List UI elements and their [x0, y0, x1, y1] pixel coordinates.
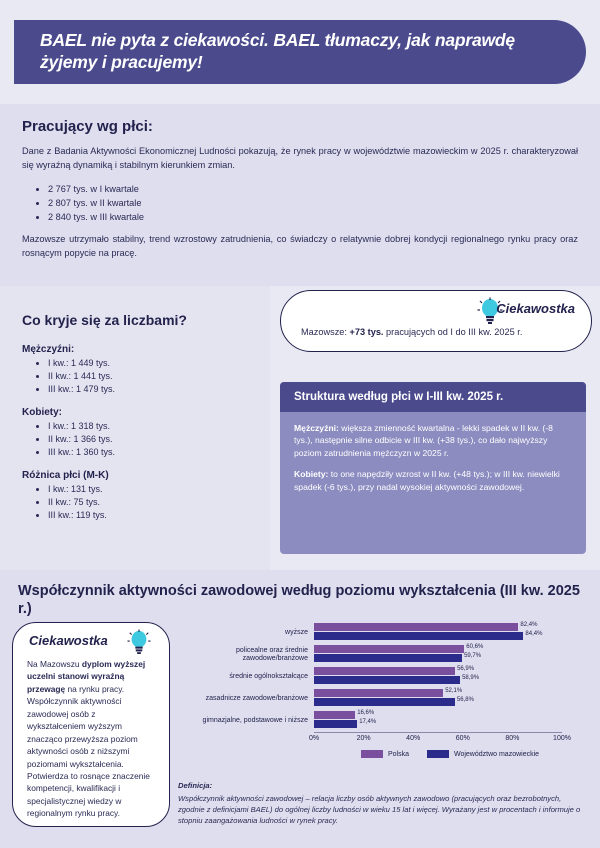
section-activity-rate [0, 570, 600, 848]
legend-label: Polska [387, 750, 409, 758]
bar-polska [314, 687, 463, 697]
bar-value: 84,4% [525, 631, 543, 637]
fun-fact-2-text-bold: dyplom wyższej uczelni stanowi wyraźną przewagę [27, 659, 146, 694]
bar-polska [314, 643, 484, 653]
chart-category-label: wyższe [285, 628, 308, 636]
fun-fact-1-text-bold: +73 tys. [349, 327, 384, 337]
bar-polska [314, 709, 375, 719]
section-numbers-wrapper [0, 286, 600, 570]
fun-fact-2-text-2: na rynku pracy. Współczynnik aktywności zawodowej osób z wykształceniem wyższym znacząco przewyższa poziom aktywności osób z niższymi poziomami wykształcenia. Potwierdza to rosnące znaczenie kompetencji, kwalifikacji i specjalistycznej wiedzy w regionalnym rynku pracy. [27, 683, 150, 819]
group-women-title: Kobiety: [22, 407, 62, 419]
definition-block [178, 780, 586, 826]
bar-value: 52,1% [445, 687, 463, 694]
axis-tick: 60% [455, 735, 470, 742]
group-men [22, 344, 252, 396]
bar-value: 56,9% [457, 665, 475, 672]
chart-bar-group [314, 689, 562, 709]
fun-fact-1-text-after: pracujących od I do III kw. 2025 r. [383, 327, 523, 337]
fun-fact-1-label: Ciekawostka [496, 301, 575, 316]
legend-item-mazowieckie [427, 750, 539, 758]
list-item: • III kw.: 1 479 tys. [48, 383, 252, 396]
struktura-men-label: Mężczyźni: [294, 423, 339, 433]
chart-row [178, 666, 586, 687]
section-employment [0, 104, 600, 286]
chart-row [178, 710, 586, 731]
axis-tick: 20% [356, 735, 371, 742]
bar-mazowieckie [314, 719, 377, 728]
bar-value: 59,7% [464, 653, 482, 659]
axis-tick: 0% [308, 735, 320, 742]
bar-value: 82,4% [520, 621, 538, 628]
list-item: • I kw.: 1 318 tys. [48, 420, 252, 433]
fun-fact-bubble-1 [280, 290, 592, 352]
group-difference [22, 470, 252, 522]
list-item: • II kw.: 75 tys. [48, 496, 252, 509]
list-item: • II kw.: 1 441 tys. [48, 370, 252, 383]
list-item: • II kw.: 1 366 tys. [48, 433, 252, 446]
chart-x-axis [308, 732, 571, 746]
activity-rate-chart [178, 621, 586, 758]
bar-mazowieckie [314, 653, 482, 662]
list-item: • 2 767 tys. w I kwartale [48, 182, 578, 196]
section-numbers [0, 286, 270, 570]
axis-tick: 80% [505, 735, 520, 742]
legend-label: Województwo mazowieckie [453, 750, 540, 758]
list-item: • 2 807 tys. w II kwartale [48, 196, 578, 210]
legend-item-polska [361, 750, 409, 758]
chart-bar-group [314, 645, 562, 665]
chart-row [178, 622, 586, 643]
chart-bar-group [314, 623, 562, 643]
definition-title: Definicja: [178, 781, 213, 790]
fun-fact-2-text-1: Na Mazowszu [27, 659, 82, 669]
struktura-heading: Struktura według płci w I-III kw. 2025 r. [280, 382, 586, 412]
fun-fact-2-text [27, 658, 155, 820]
struktura-men-text: większa zmienność kwartalna - lekki spadek w II kw. (-8 tys.), następnie silne odbicie w III kw. (+38 tys.), co dało najwyższy poziom zatrudnienia mężczyzn w 2025 r. [294, 423, 553, 458]
fun-fact-bubble-2 [12, 622, 170, 827]
fun-fact-2-label: Ciekawostka [29, 633, 108, 648]
list-item: • 2 840 tys. w III kwartale [48, 210, 578, 224]
chart-category-label: zasadnicze zawodowe/branżowe [205, 694, 308, 702]
bar-polska [314, 621, 538, 631]
group-women [22, 407, 252, 459]
chart-legend [314, 750, 586, 758]
legend-swatch-mazowieckie [427, 750, 449, 758]
legend-swatch-polska [361, 750, 383, 758]
section-employment-outro: Mazowsze utrzymało stabilny, trend wzrostowy zatrudnienia, co świadczy o relatywnie dobrej kondycji regionalnego rynku pracy oraz rosnącym popycie na pracę. [22, 234, 578, 259]
struktura-women-label: Kobiety: [294, 469, 329, 480]
chart-row [178, 688, 586, 709]
chart-category-label: gimnazjalne, podstawowe i niższe [202, 716, 308, 724]
bar-value: 58,9% [462, 675, 480, 681]
struktura-paragraph-men [294, 422, 572, 459]
fun-fact-1-text [301, 327, 522, 337]
list-item: • III kw.: 1 360 tys. [48, 446, 252, 459]
bar-mazowieckie [314, 675, 480, 684]
group-difference-title: Różnica płci (M-K) [22, 470, 109, 482]
fun-fact-1-text-before: Mazowsze: [301, 327, 350, 337]
section-employment-heading: Pracujący wg płci: [22, 118, 153, 135]
bar-value: 60,6% [466, 643, 484, 650]
section-activity-heading: Współczynnik aktywności zawodowej według poziomu wykształcenia (III kw. 2025 r.) [18, 583, 580, 618]
header-banner [14, 20, 586, 84]
axis-tick: 100% [553, 735, 571, 742]
chart-bar-group [314, 711, 562, 731]
section-employment-bullets [22, 182, 578, 225]
list-item: • III kw.: 119 tys. [48, 509, 252, 522]
chart-category-label: średnie ogólnokształcące [229, 672, 308, 680]
bar-polska [314, 665, 475, 675]
bar-value: 16,6% [357, 709, 375, 716]
struktura-women-text: to one napędziły wzrost w II kw. (+48 tys.); w III kw. niewielki spadek (-6 tys.), przy nadal wysokiej aktywności zawodowej. [294, 469, 560, 492]
list-item: • I kw.: 131 tys. [48, 483, 252, 496]
definition-text: Współczynnik aktywności zawodowej – relacja liczby osób aktywnych zawodowo (pracujących oraz bezrobotnych, zgodnie z definicjami BAEL) do ogólnej liczby ludności w wieku 15 lat i więcej. Wyrażany jest w procentach i informuje o stopniu zaangażowania ludności w rynek pracy. [178, 794, 581, 825]
section-numbers-heading: Co kryje się za liczbami? [22, 312, 187, 328]
struktura-paragraph-women [294, 468, 572, 493]
axis-tick: 40% [406, 735, 421, 742]
bar-value: 56,8% [456, 697, 474, 703]
section-employment-intro: Dane z Badania Aktywności Ekonomicznej Ludności pokazują, że rynek pracy w województwie mazowieckim w 2025 r. charakteryzował się wyraźną dynamiką i stabilnym kierunkiem zmian. [22, 146, 578, 170]
bar-mazowieckie [314, 631, 543, 640]
chart-bar-group [314, 667, 562, 687]
chart-category-label: policealne oraz średnie zawodowe/branżowe [236, 646, 308, 662]
group-men-title: Mężczyźni: [22, 344, 75, 355]
chart-row [178, 644, 586, 665]
list-item: • I kw.: 1 449 tys. [48, 357, 252, 370]
bar-mazowieckie [314, 697, 474, 706]
struktura-card [280, 382, 586, 554]
banner-title: BAEL nie pyta z ciekawości. BAEL tłumaczy, jak naprawdę żyjemy i pracujemy! [40, 30, 515, 72]
struktura-body [280, 412, 586, 512]
lightbulb-icon [127, 629, 151, 655]
bar-value: 17,4% [359, 719, 377, 725]
